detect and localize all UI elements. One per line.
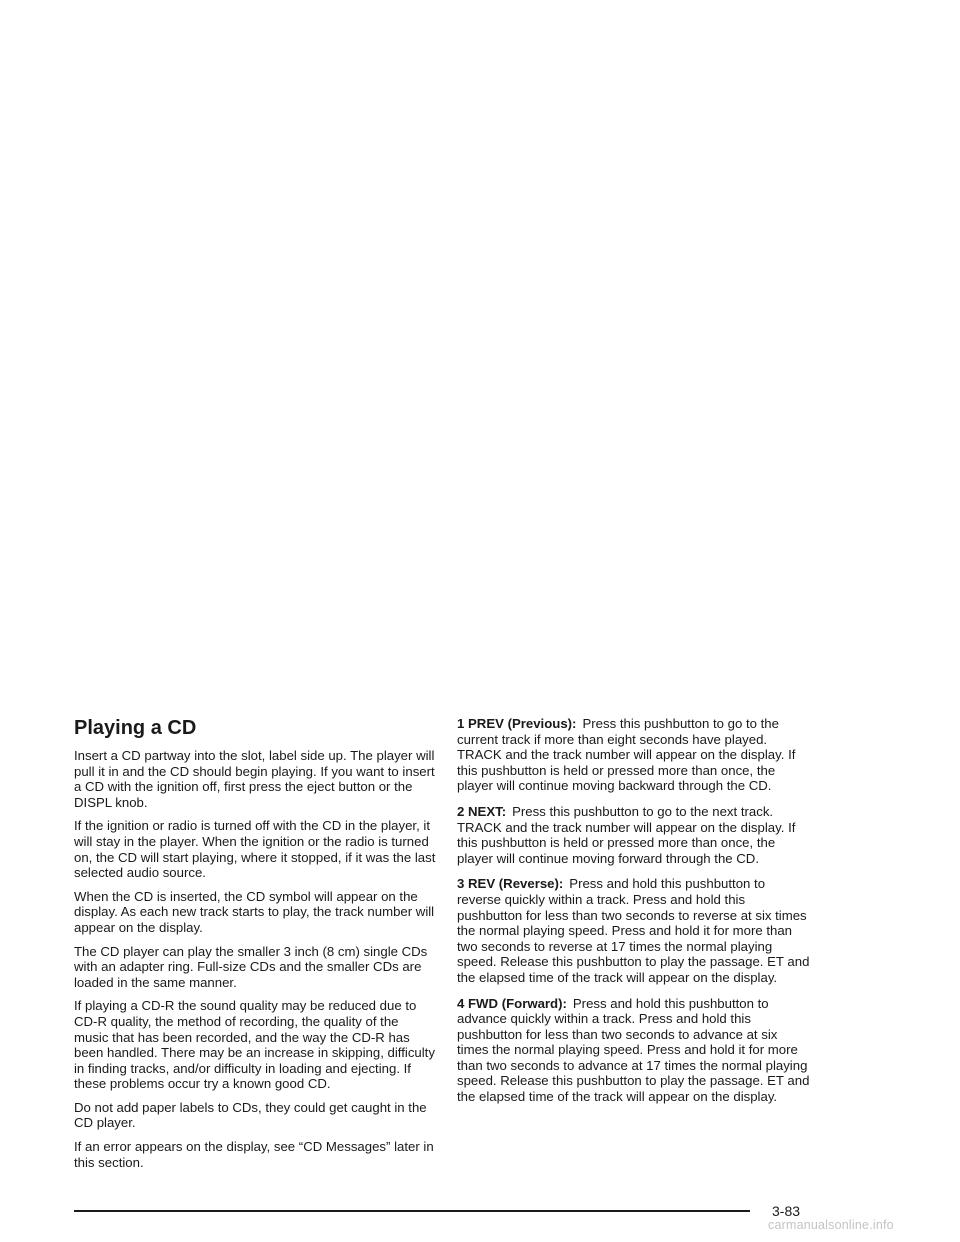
paragraph-ignition-off: If the ignition or radio is turned off with the CD in the player, it will stay in the player. When the ignition or the radio is turned on, the CD will start playing, where it stopped, if it was the last selected audio source. [74,818,436,881]
footer-rule [74,1210,750,1212]
item-fwd-text: Press and hold this pushbutton to advance quickly within a track. Press and hold this pushbutton for less than two seconds to advance at six times the normal playing speed. Press and hold it for more than two seconds to advance at 17 times the normal playing speed. Release this pushbutton to play the passage. ET and the elapsed time of the track will appear on the display. [457,995,810,1105]
item-rev-text: Press and hold this pushbutton to reverse quickly within a track. Press and hold this pushbutton for less than two seconds to reverse at six times the normal playing speed. Press and hold it for more than two seconds to reverse at 17 times the normal playing speed. Release this pushbutton to play the passage. ET and the elapsed time of the track will appear on the display. [457,876,810,985]
item-prev-text: Press this pushbutton to go to the current track if more than eight seconds have played. TRACK and the track number will appear on the display. If this pushbutton is held or pressed more than once, the player will continue moving backward through the CD. [457,716,796,794]
item-prev-term: 1 PREV (Previous): [457,716,577,731]
page-number: 3-83 [772,1203,801,1219]
paragraph-error-display: If an error appears on the display, see “CD Messages” later in this section. [74,1139,434,1170]
left-column [74,716,436,1178]
paragraph-small-cds: The CD player can play the smaller 3 inch (8 cm) single CDs with an adapter ring. Full-size CDs and the smaller CDs are loaded in the same manner. [74,943,428,990]
paragraph-cd-r: If playing a CD-R the sound quality may be reduced due to CD-R quality, the method of recording, the quality of the music that has been recorded, and the way the CD-R has been handled. There may be an increase in skipping, difficulty in finding tracks, and/or difficulty in loading and ejecting. If these problems occur try a known good CD. [74,998,435,1092]
paragraph-paper-labels: Do not add paper labels to CDs, they could get caught in the CD player. [74,1099,427,1131]
item-prev [457,716,811,794]
right-column [457,716,811,1115]
item-rev-term: 3 REV (Reverse): [457,876,564,892]
item-next [457,804,811,866]
paragraph-insert-cd: Insert a CD partway into the slot, label side up. The player will pull it in and the CD should begin playing. If you want to insert a CD with the ignition off, first press the eject button or the DISPL knob. [74,748,435,810]
item-next-text: Press this pushbutton to go to the next track. TRACK and the track number will appear on the display. If this pushbutton is held or pressed more than once, the player will continue moving forward through the CD. [457,803,796,866]
section-title: Playing a CD [74,717,197,739]
item-next-term: 2 NEXT: [457,803,507,819]
item-fwd [457,996,811,1105]
item-rev [457,876,811,985]
paragraph-cd-symbol: When the CD is inserted, the CD symbol will appear on the display. As each new track starts to play, the track number will appear on the display. [74,888,435,935]
item-fwd-term: 4 FWD (Forward): [457,995,567,1011]
watermark-text: carmanualsonline.info [768,1218,894,1232]
